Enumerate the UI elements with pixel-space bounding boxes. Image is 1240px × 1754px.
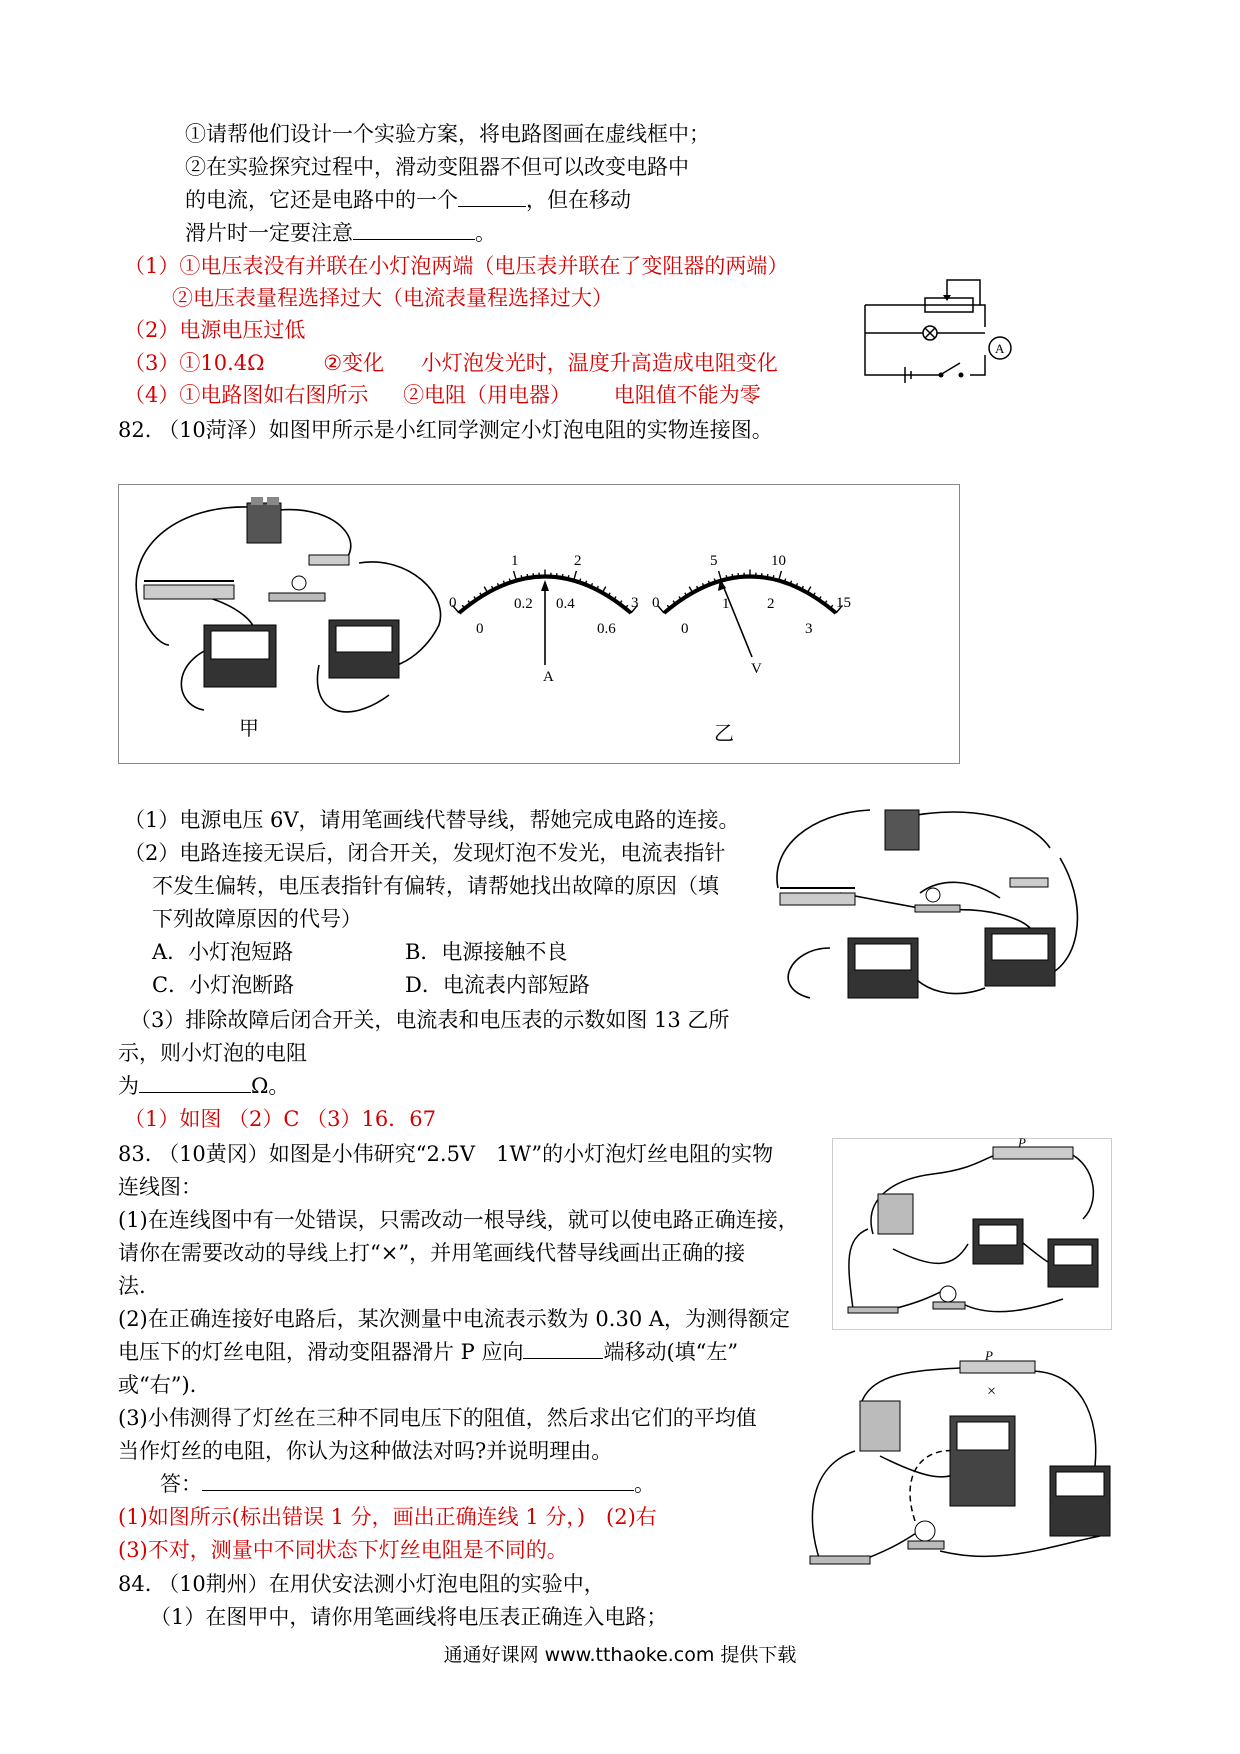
answer-figure-83 — [800, 1348, 1140, 1576]
question-line: （1）在图甲中，请你用笔画线将电压表正确连入电路； — [150, 1605, 668, 1629]
svg-text:5: 5 — [710, 553, 718, 569]
figure-82 — [118, 484, 960, 764]
question-line — [185, 186, 631, 214]
answer-line — [124, 381, 761, 409]
question-text: 电压下的灯丝电阻，滑动变阻器滑片 P 应向 — [118, 1340, 524, 1364]
answer-line — [124, 349, 778, 377]
question-title: 83. （10黄冈）如图是小伟研究“2.5V 1W”的小灯泡灯丝电阻的实物 — [118, 1142, 774, 1166]
voltmeter-scale — [652, 553, 851, 677]
question-text: 答： — [160, 1472, 202, 1496]
question-text: 。 — [634, 1472, 655, 1496]
answer-blank — [139, 1072, 251, 1093]
question-line: ①请帮他们设计一个实验方案，将电路图画在虚线框中； — [185, 122, 710, 146]
figure-83-wiring — [832, 1135, 1112, 1330]
answer-line: (1)如图所示(标出错误 1 分，画出正确连线 1 分，) (2)右 — [118, 1505, 657, 1529]
answer-line: ②电压表量程选择过大（电流表量程选择过大） — [172, 286, 613, 310]
meter-tick — [562, 574, 563, 578]
svg-text:15: 15 — [836, 595, 851, 611]
svg-text:2: 2 — [767, 596, 775, 612]
label-yi: 乙 — [714, 723, 734, 745]
question-text: 的电流，它还是电路中的一个 — [185, 188, 458, 212]
question-line: 法. — [118, 1274, 146, 1298]
answer-blank — [523, 1338, 603, 1359]
question-line: （3）排除故障后闭合开关，电流表和电压表的示数如图 13 乙所 — [130, 1008, 730, 1032]
question-text: 。 — [475, 221, 496, 245]
meter-tick — [726, 575, 727, 579]
svg-text:0: 0 — [449, 595, 457, 611]
question-text: 端移动(填“左” — [603, 1340, 739, 1364]
answer-blank — [353, 219, 475, 240]
answer-text: （4）①电路图如右图所示 — [124, 383, 369, 407]
svg-text:2: 2 — [574, 553, 582, 569]
apparatus-and-meters — [119, 485, 959, 763]
cross-mark-icon: × — [987, 1383, 997, 1400]
answer-text: 小灯泡发光时，温度升高造成电阻变化 — [420, 351, 778, 375]
question-line: 示，则小灯泡的电阻 — [118, 1041, 307, 1065]
slider-p-label: P — [985, 1348, 993, 1363]
svg-text:3: 3 — [805, 621, 813, 637]
meter-tick — [732, 574, 733, 578]
question-line: 当作灯丝的电阻，你认为这种做法对吗?并说明理由。 — [118, 1439, 613, 1463]
question-title: 84. （10荆州）在用伏安法测小灯泡电阻的实验中， — [118, 1572, 605, 1596]
answer-figure-82 — [770, 798, 1100, 1008]
question-line — [118, 1072, 289, 1100]
question-line — [118, 1338, 738, 1366]
answer-line: （2）电源电压过低 — [124, 318, 306, 342]
slider-p-label: P — [1018, 1135, 1026, 1150]
svg-text:1: 1 — [511, 553, 519, 569]
ammeter-scale — [449, 553, 639, 685]
question-line: (2)在正确连接好电路后，某次测量中电流表示数为 0.30 A，为测得额定 — [118, 1307, 791, 1331]
question-line: （2）电路连接无误后，闭合开关，发现灯泡不发光，电流表指针 — [124, 841, 726, 865]
answer-blank — [202, 1470, 634, 1491]
option-d: D．电流表内部短路 — [405, 973, 590, 997]
meter-tick — [521, 575, 522, 579]
svg-text:0.6: 0.6 — [597, 621, 616, 637]
page-footer: 通通好课网 www.tthaoke.com 提供下载 — [443, 1644, 797, 1666]
circuit-diagram — [855, 265, 1015, 385]
meter-tick — [773, 575, 774, 579]
question-title: 82. （10菏泽）如图甲所示是小红同学测定小灯泡电阻的实物连接图。 — [118, 418, 773, 442]
question-line: （1）电源电压 6V，请用笔画线代替导线，帮她完成电路的连接。 — [124, 808, 740, 832]
svg-text:0: 0 — [681, 621, 689, 637]
answer-text: （3）①10.4Ω — [124, 351, 265, 375]
svg-text:A: A — [543, 669, 554, 685]
meter-tick — [767, 574, 768, 578]
question-line — [185, 219, 496, 247]
svg-text:0.4: 0.4 — [556, 596, 575, 612]
answer-line: (3)不对，测量中不同状态下灯丝电阻是不同的。 — [118, 1538, 568, 1562]
svg-text:0.2: 0.2 — [514, 596, 533, 612]
question-line: (3)小伟测得了灯丝在三种不同电压下的阻值，然后求出它们的平均值 — [118, 1406, 757, 1430]
question-line: 下列故障原因的代号） — [152, 907, 362, 931]
svg-text:0: 0 — [476, 621, 484, 637]
meter-tick — [527, 574, 528, 578]
option-c: C．小灯泡断路 — [152, 973, 295, 997]
answer-text: ②电阻（用电器） — [403, 383, 572, 407]
meter-tick — [568, 575, 569, 579]
svg-text:0: 0 — [652, 595, 660, 611]
answer-blank — [458, 186, 526, 207]
question-line: ②在实验探究过程中，滑动变阻器不但可以改变电路中 — [185, 155, 689, 179]
question-line — [160, 1470, 655, 1498]
label-jia: 甲 — [239, 718, 259, 740]
answer-text: ②变化 — [323, 351, 385, 375]
question-line: 不发生偏转，电压表指针有偏转，请帮她找出故障的原因（填 — [152, 874, 719, 898]
svg-text:V: V — [751, 661, 762, 677]
question-text: ，但在移动 — [526, 188, 631, 212]
svg-text:10: 10 — [771, 553, 786, 569]
question-line: 请你在需要改动的导线上打“×”，并用笔画线代替导线画出正确的接 — [118, 1241, 746, 1265]
question-text: 为 — [118, 1074, 139, 1098]
option-a: A．小灯泡短路 — [152, 940, 294, 964]
question-text: Ω。 — [251, 1074, 290, 1098]
question-text: 滑片时一定要注意 — [185, 221, 353, 245]
svg-text:1: 1 — [722, 596, 730, 612]
option-b: B．电源接触不良 — [405, 940, 568, 964]
question-line: 或“右”). — [118, 1373, 197, 1397]
question-line: (1)在连线图中有一处错误，只需改动一根导线，就可以使电路正确连接， — [118, 1208, 799, 1232]
question-line: 连线图： — [118, 1175, 202, 1199]
answer-text: 电阻值不能为零 — [613, 383, 761, 407]
svg-text:A: A — [995, 341, 1005, 356]
answer-line: （1）如图 （2）C （3）16．67 — [124, 1107, 436, 1131]
answer-line: （1）①电压表没有并联在小灯泡两端（电压表并联在了变阻器的两端） — [124, 254, 789, 278]
svg-text:3: 3 — [631, 595, 639, 611]
